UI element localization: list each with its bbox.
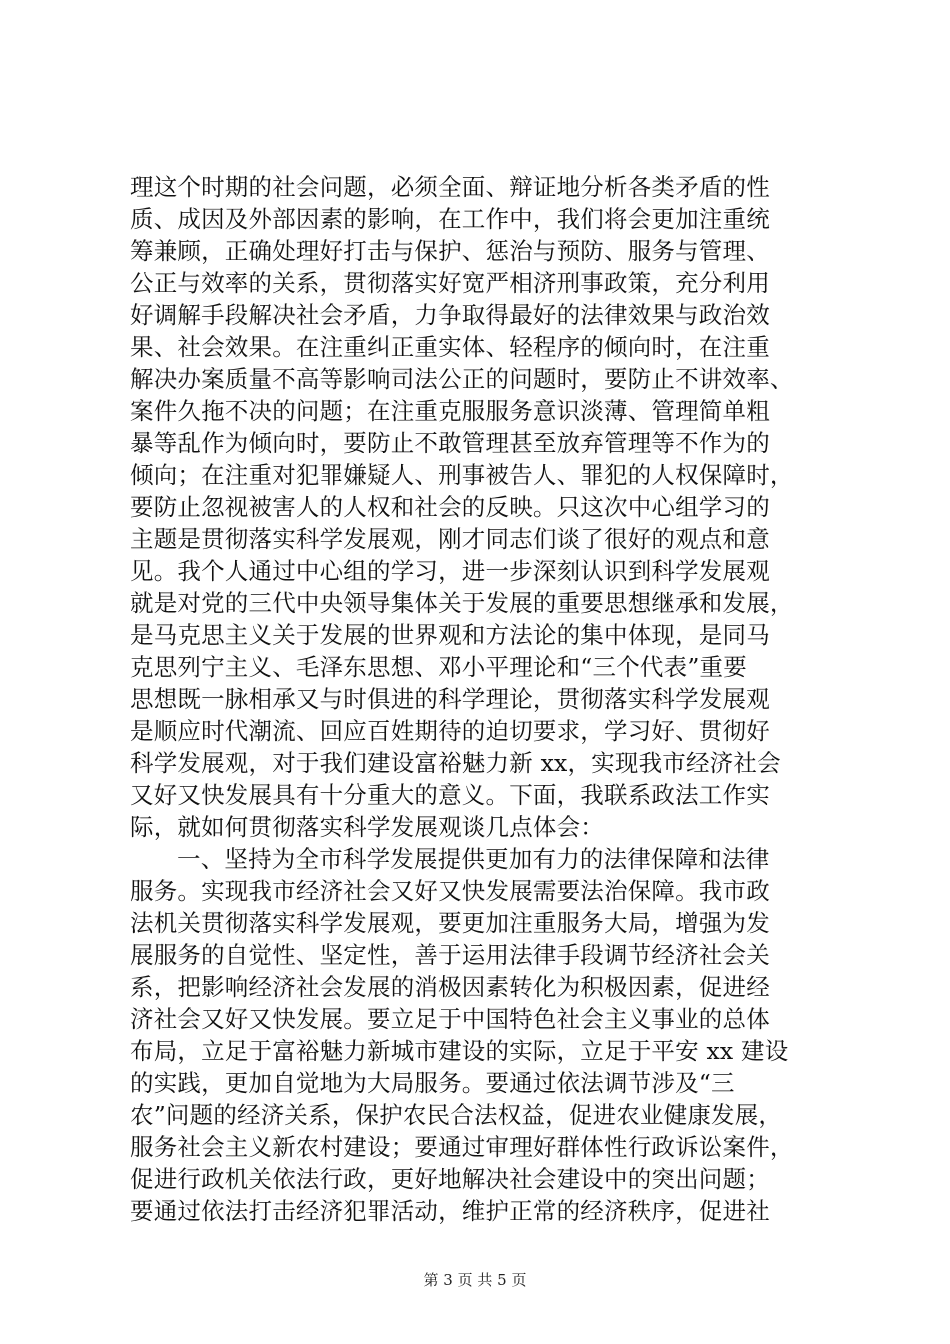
page-footer: [0, 1270, 950, 1290]
text-line: 暴等乱作为倾向时，要防止不敢管理甚至放弃管理等不作为的: [130, 429, 770, 457]
paragraph-first-line: 一、坚持为全市科学发展提供更加有力的法律保障和法律: [177, 845, 770, 873]
page-number-label: 第 3 页 共 5 页: [423, 1271, 527, 1289]
text-line: 倾向；在注重对犯罪嫌疑人、刑事被告人、罪犯的人权保障时，: [130, 461, 794, 489]
text-line: 果、社会效果。在注重纠正重实体、轻程序的倾向时，在注重: [130, 333, 770, 361]
text-line: 的实践，更加自觉地为大局服务。要通过依法调节涉及“三: [130, 1069, 735, 1097]
text-line: 要防止忽视被害人的人权和社会的反映。只这次中心组学习的: [130, 493, 770, 521]
text-line: 是马克思主义关于发展的世界观和方法论的集中体现，是同马: [130, 621, 770, 649]
text-line: 际，就如何贯彻落实科学发展观谈几点体会：: [130, 813, 604, 841]
text-line: 公正与效率的关系，贯彻落实好宽严相济刑事政策，充分利用: [130, 269, 770, 297]
text-line: 好调解手段解决社会矛盾，力争取得最好的法律效果与政治效: [130, 301, 770, 329]
text-line: 就是对党的三代中央领导集体关于发展的重要思想继承和发展，: [130, 589, 794, 617]
text-line: 筹兼顾，正确处理好打击与保护、惩治与预防、服务与管理、: [130, 237, 770, 265]
text-line: 理这个时期的社会问题，必须全面、辩证地分析各类矛盾的性: [130, 173, 770, 201]
text-line: 展服务的自觉性、坚定性，善于运用法律手段调节经济社会关: [130, 941, 770, 969]
text-line: 济社会又好又快发展。要立足于中国特色社会主义事业的总体: [130, 1005, 770, 1033]
text-line: 服务社会主义新农村建设；要通过审理好群体性行政诉讼案件，: [130, 1133, 794, 1161]
text-line: 要通过依法打击经济犯罪活动，维护正常的经济秩序，促进社: [130, 1197, 770, 1225]
body-text: [130, 171, 830, 1227]
text-line: 见。我个人通过中心组的学习，进一步深刻认识到科学发展观: [130, 557, 770, 585]
text-line: 质、成因及外部因素的影响，在工作中，我们将会更加注重统: [130, 205, 770, 233]
text-line: 又好又快发展具有十分重大的意义。下面，我联系政法工作实: [130, 781, 770, 809]
text-line: 促进行政机关依法行政，更好地解决社会建设中的突出问题；: [130, 1165, 770, 1193]
text-line: 系，把影响经济社会发展的消极因素转化为积极因素，促进经: [130, 973, 770, 1001]
text-line: 是顺应时代潮流、回应百姓期待的迫切要求，学习好、贯彻好: [130, 717, 770, 745]
text-line: 克思列宁主义、毛泽东思想、邓小平理论和“三个代表”重要: [130, 653, 747, 681]
text-line: 法机关贯彻落实科学发展观，要更加注重服务大局，增强为发: [130, 909, 770, 937]
text-line: 科学发展观，对于我们建设富裕魅力新 xx，实现我市经济社会: [130, 749, 781, 777]
text-line: 思想既一脉相承又与时俱进的科学理论，贯彻落实科学发展观: [130, 685, 770, 713]
text-line: 案件久拖不决的问题；在注重克服服务意识淡薄、管理简单粗: [130, 397, 770, 425]
text-line: 解决办案质量不高等影响司法公正的问题时，要防止不讲效率、: [130, 365, 794, 393]
text-line: 布局，立足于富裕魅力新城市建设的实际，立足于平安 xx 建设: [130, 1037, 789, 1065]
text-line: 主题是贯彻落实科学发展观，刚才同志们谈了很好的观点和意: [130, 525, 770, 553]
text-line: 服务。实现我市经济社会又好又快发展需要法治保障。我市政: [130, 877, 770, 905]
text-line: 农”问题的经济关系，保护农民合法权益，促进农业健康发展，: [130, 1101, 783, 1129]
